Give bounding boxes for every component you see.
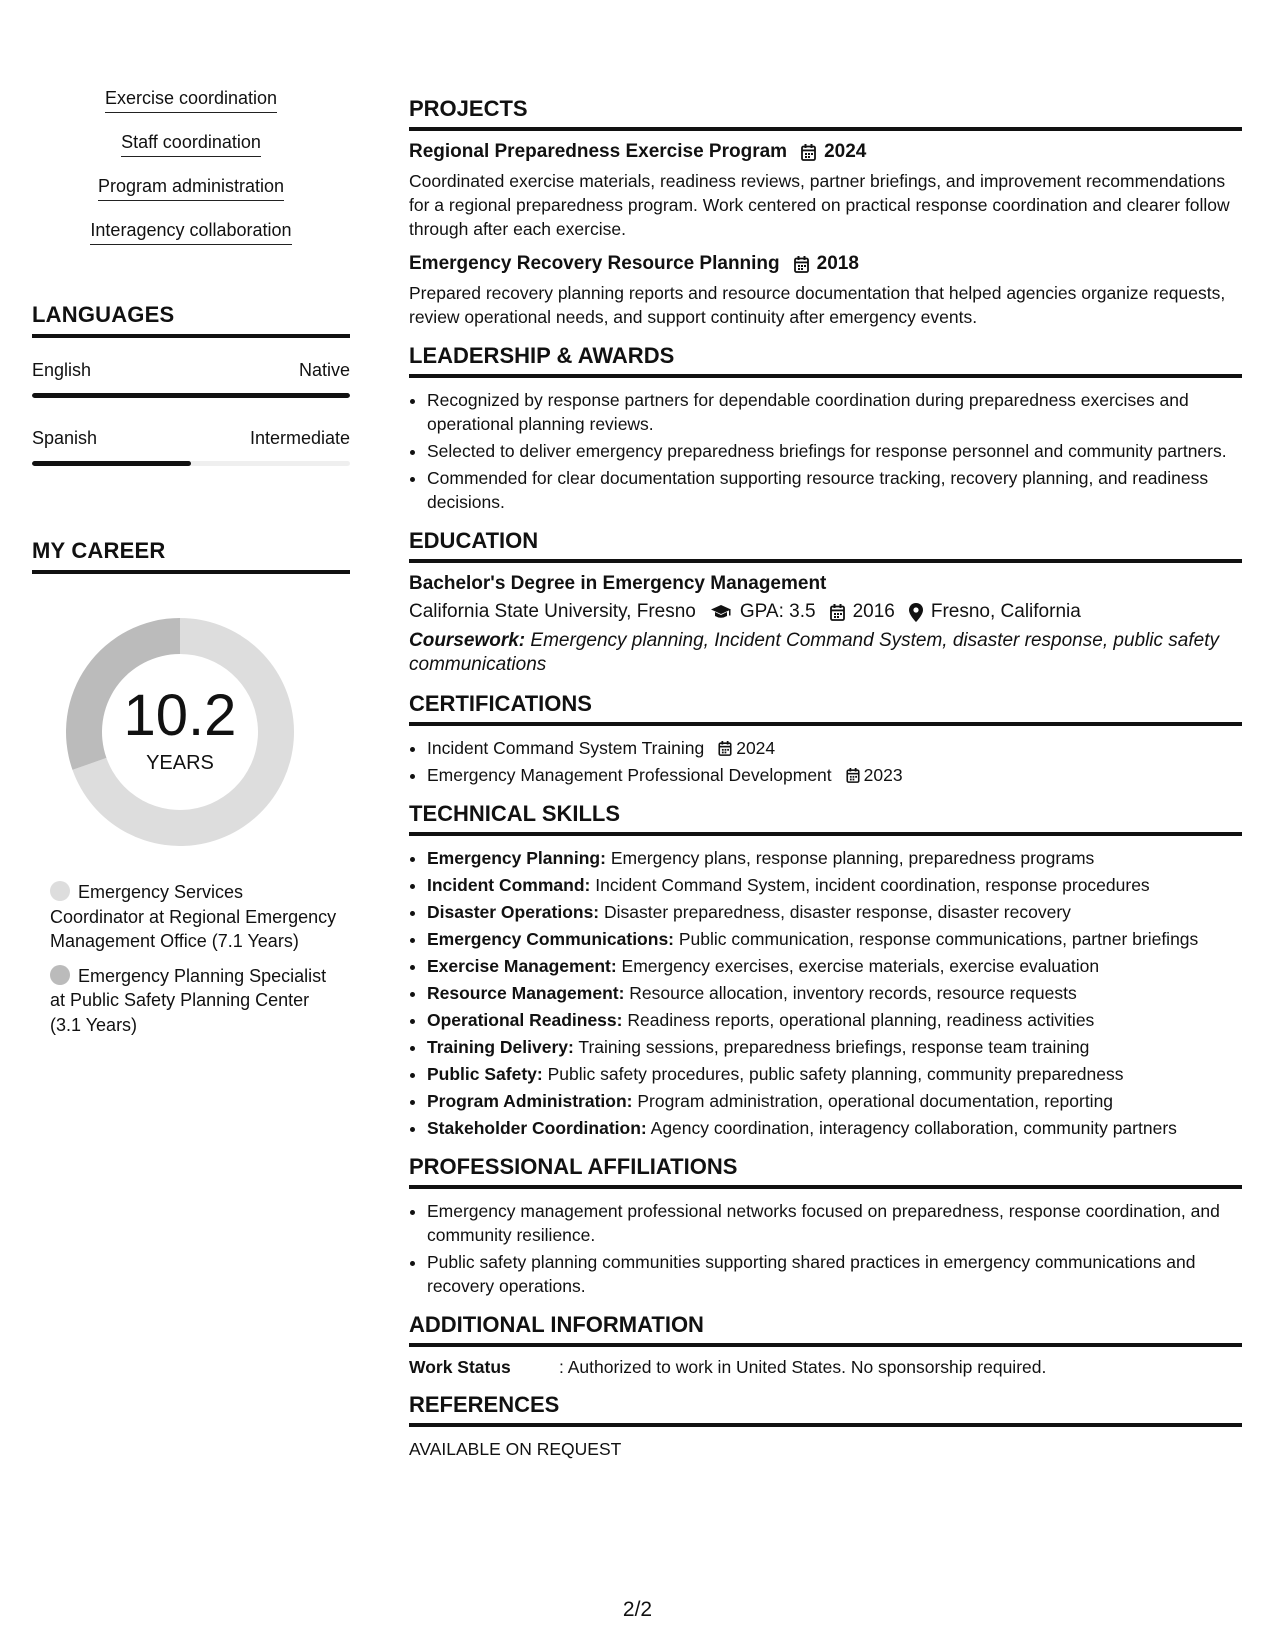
career-donut <box>66 618 294 846</box>
graduation-year: 2016 <box>852 601 895 622</box>
location-pin-icon <box>909 603 923 622</box>
skill-details: Incident Command System, incident coordination, response procedures <box>595 875 1150 895</box>
skill-details: Emergency plans, response planning, preparedness programs <box>610 848 1095 868</box>
skill-category: Incident Command: <box>427 875 591 895</box>
project-title: Regional Preparedness Exercise Program <box>409 141 788 162</box>
language-item <box>32 360 350 398</box>
calendar-icon <box>801 144 816 161</box>
affiliations-section <box>409 1154 1242 1298</box>
technical-skill-item <box>427 900 1242 924</box>
languages-heading: LANGUAGES <box>32 302 350 338</box>
technical-skill-item <box>427 1089 1242 1113</box>
technical-skill-item <box>427 1035 1242 1059</box>
references-text: AVAILABLE ON REQUEST <box>409 1439 622 1459</box>
certification-year: 2023 <box>863 765 903 785</box>
language-bar <box>32 393 350 398</box>
skill-details: Readiness reports, operational planning, readiness activities <box>627 1010 1095 1030</box>
skill-details: Emergency exercises, exercise materials, exercise evaluation <box>621 956 1100 976</box>
career-total-years: 10.2 <box>123 683 237 748</box>
projects-heading: PROJECTS <box>409 96 1242 131</box>
calendar-icon <box>718 741 732 756</box>
certification-year: 2024 <box>736 738 776 758</box>
certification-name: • Emergency Management Professional Development <box>427 765 832 785</box>
info-value: : Authorized to work in United States. No sponsorship required. <box>559 1357 1047 1377</box>
career-total-unit: YEARS <box>146 752 214 774</box>
career-role <box>50 880 340 954</box>
legend-dot-icon <box>50 881 70 901</box>
skill-tags <box>32 86 350 245</box>
certification-item <box>427 763 1242 787</box>
skill-details: Public safety procedures, public safety planning, community preparedness <box>547 1064 1124 1084</box>
skill-tag: Program administration <box>98 174 284 201</box>
page-number: 2/2 <box>622 1598 653 1621</box>
skill-category: Operational Readiness: <box>427 1010 623 1030</box>
references-heading: REFERENCES <box>409 1392 1242 1427</box>
skill-tag: Exercise coordination <box>105 86 277 113</box>
award-item: • Commended for clear documentation supporting resource tracking, recovery planning, and readiness decisions. <box>427 466 1242 514</box>
skill-category: Resource Management: <box>427 983 625 1003</box>
calendar-icon <box>794 256 809 273</box>
skill-details: Training sessions, preparedness briefings, response team training <box>578 1037 1090 1057</box>
education-section <box>409 528 1242 677</box>
skill-details: Disaster preparedness, disaster response, disaster recovery <box>604 902 1071 922</box>
language-name: English <box>32 360 92 380</box>
certification-item <box>427 736 1242 760</box>
career-legend <box>50 880 340 1037</box>
gpa: GPA: 3.5 <box>739 601 816 622</box>
skill-details: Public communication, response communications, partner briefings <box>678 929 1199 949</box>
technical-skill-item <box>427 1116 1242 1140</box>
calendar-icon <box>830 604 845 621</box>
skill-category: Public Safety: <box>427 1064 543 1084</box>
coursework <box>409 629 1242 677</box>
language-item <box>32 428 350 466</box>
technical-skill-item <box>427 873 1242 897</box>
skill-category: Emergency Planning: <box>427 848 606 868</box>
certifications-heading: CERTIFICATIONS <box>409 691 1242 726</box>
technical-skills-heading: TECHNICAL SKILLS <box>409 801 1242 836</box>
project-title: Emergency Recovery Resource Planning <box>409 253 780 274</box>
affiliation-item: • Public safety planning communities supporting shared practices in emergency communications and recovery operations. <box>427 1250 1242 1298</box>
awards-section <box>409 343 1242 514</box>
skill-details: Program administration, operational documentation, reporting <box>637 1091 1114 1111</box>
career-role-label: Emergency Planning Specialist at Public Safety Planning Center (3.1 Years) <box>50 965 327 1035</box>
education-heading: EDUCATION <box>409 528 1242 563</box>
technical-skill-item <box>427 1062 1242 1086</box>
awards-heading: LEADERSHIP & AWARDS <box>409 343 1242 378</box>
affiliations-heading: PROFESSIONAL AFFILIATIONS <box>409 1154 1242 1189</box>
skill-tag: Interagency collaboration <box>90 218 291 245</box>
technical-skill-item <box>427 927 1242 951</box>
school-name: California State University, Fresno <box>409 601 696 622</box>
technical-skill-item <box>427 1008 1242 1032</box>
project-description: Coordinated exercise materials, readiness reviews, partner briefings, and improvement recommendations for a regional preparedness program. Work centered on practical response coordination and clearer follow through after each exercise. <box>409 171 1230 239</box>
language-bar-fill <box>32 393 350 398</box>
award-item: • Recognized by response partners for dependable coordination during preparedness exercises and operational planning reviews. <box>427 388 1242 436</box>
project-item <box>409 253 1242 329</box>
project-year: 2018 <box>816 253 859 274</box>
project-description: Prepared recovery planning reports and resource documentation that helped agencies organize requests, review operational needs, and support continuity after emergency events. <box>409 283 1226 327</box>
project-year: 2024 <box>824 141 867 162</box>
career-role <box>50 964 340 1038</box>
references-section <box>409 1392 1242 1461</box>
coursework-label: Coursework: <box>409 630 526 651</box>
project-item <box>409 141 1242 241</box>
skill-category: Exercise Management: <box>427 956 617 976</box>
skill-details: Resource allocation, inventory records, resource requests <box>629 983 1077 1003</box>
legend-dot-icon <box>50 965 70 985</box>
right-column <box>409 96 1242 1475</box>
language-level: Native <box>298 360 350 380</box>
degree-title: Bachelor's Degree in Emergency Management <box>409 573 827 594</box>
graduation-cap-icon <box>710 604 732 620</box>
left-column <box>32 86 350 1047</box>
technical-skill-item <box>427 981 1242 1005</box>
skill-category: Training Delivery: <box>427 1037 574 1057</box>
skill-category: Program Administration: <box>427 1091 633 1111</box>
career-role-label: Emergency Services Coordinator at Regional Emergency Management Office (7.1 Years) <box>50 882 337 951</box>
certifications-section <box>409 691 1242 787</box>
award-item: • Selected to deliver emergency preparedness briefings for response personnel and community partners. <box>427 439 1242 463</box>
skill-category: Stakeholder Coordination: <box>427 1118 647 1138</box>
career-heading: MY CAREER <box>32 538 350 574</box>
projects-section <box>409 96 1242 329</box>
skill-category: Disaster Operations: <box>427 902 600 922</box>
additional-info-heading: ADDITIONAL INFORMATION <box>409 1312 1242 1347</box>
technical-skill-item <box>427 846 1242 870</box>
skill-details: Agency coordination, interagency collaboration, community partners <box>650 1118 1177 1138</box>
additional-info-section <box>409 1312 1242 1378</box>
info-key: Work Status <box>409 1357 511 1377</box>
calendar-icon <box>846 768 860 783</box>
technical-skill-item <box>427 954 1242 978</box>
language-level: Intermediate <box>249 428 350 448</box>
school-location: Fresno, California <box>930 601 1081 622</box>
certification-name: • Incident Command System Training <box>427 738 705 758</box>
coursework-text: Emergency planning, Incident Command System, disaster response, public safety communications <box>409 630 1219 675</box>
skill-tag: Staff coordination <box>121 130 261 157</box>
skill-category: Emergency Communications: <box>427 929 674 949</box>
affiliation-item: • Emergency management professional networks focused on preparedness, response coordination, and community resilience. <box>427 1199 1242 1247</box>
language-name: Spanish <box>32 428 98 448</box>
technical-skills-section <box>409 801 1242 1140</box>
